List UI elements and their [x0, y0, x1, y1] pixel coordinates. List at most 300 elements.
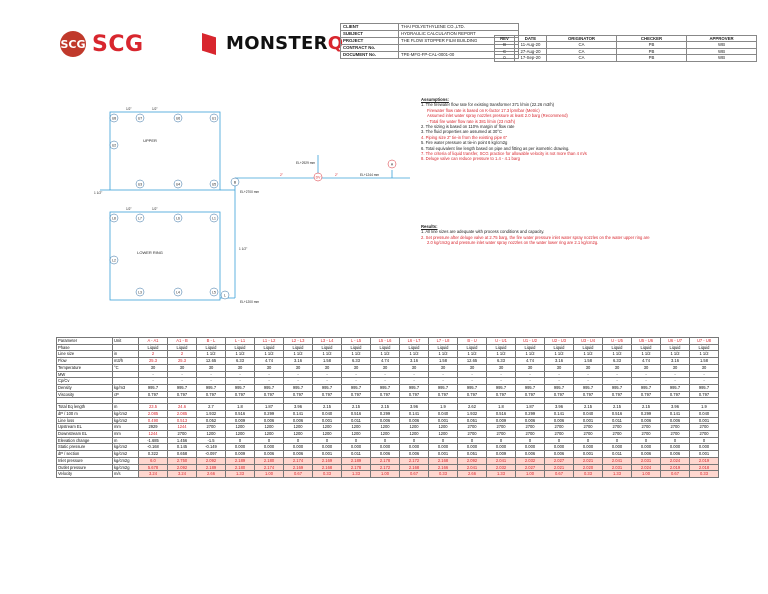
node-label-U6: U6 — [175, 116, 181, 121]
table-cell: 2700 — [574, 431, 603, 438]
table-cell: - — [545, 378, 574, 385]
elevation-label: EL+2700 mm — [240, 190, 260, 194]
table-row — [57, 351, 719, 358]
table-cell: - — [284, 378, 313, 385]
table-row — [57, 457, 719, 464]
monster-q-letter: Q — [327, 33, 344, 54]
table-cell: - — [197, 371, 226, 378]
table-cell: 1.9 — [690, 404, 719, 411]
table-header-cell: L - L5 — [342, 338, 371, 345]
table-cell: - — [255, 371, 284, 378]
table-cell: 995.7 — [197, 384, 226, 391]
table-cell: 0.006 — [400, 417, 429, 424]
table-cell: 0.299 — [632, 410, 661, 417]
table-cell: 1 1/2 — [429, 351, 458, 358]
table-cell: 0.006 — [284, 451, 313, 458]
table-cell: 0.797 — [371, 391, 400, 398]
revision-cell: 27-Aug-20 — [515, 48, 547, 54]
table-cell: - — [371, 371, 400, 378]
table-cell: 1.00 — [371, 471, 400, 478]
table-cell: - — [255, 378, 284, 385]
elevation-label: EL+1244 mm — [360, 173, 380, 177]
table-cell: 0.490 — [139, 417, 168, 424]
note-line: 1. All line sizes are adequate with process conditions and capacity. — [421, 229, 545, 235]
table-cell: 1.87 — [516, 404, 545, 411]
table-cell: 0.009 — [487, 417, 516, 424]
table-cell: - — [603, 378, 632, 385]
header-key: DOCUMENT No. — [341, 52, 399, 59]
table-cell: 1 1/2 — [516, 351, 545, 358]
table-cell: 1.33 — [603, 471, 632, 478]
revision-cell: WB — [687, 42, 757, 48]
table-cell: 2.180 — [255, 457, 284, 464]
table-cell: 2.021 — [545, 464, 574, 471]
table-cell: 995.7 — [487, 384, 516, 391]
table-cell: 2700 — [458, 424, 487, 431]
table-cell: 30 — [545, 364, 574, 371]
table-header-cell: L2 - L3 — [284, 338, 313, 345]
table-cell: 2700 — [632, 424, 661, 431]
header-row — [341, 24, 519, 31]
table-cell: - — [632, 378, 661, 385]
table-cell: Liquid — [545, 344, 574, 351]
table-cell: 2.041 — [487, 457, 516, 464]
table-cell: 0 — [226, 437, 255, 444]
table-cell: 1 1/2 — [197, 351, 226, 358]
table-cell: - — [226, 378, 255, 385]
table-cell: 1200 — [371, 431, 400, 438]
table-cell: 0.001 — [313, 451, 342, 458]
table-cell: 1.00 — [516, 471, 545, 478]
table-cell: 24.6 — [168, 404, 197, 411]
table-cell: 0.000 — [487, 444, 516, 451]
table-cell: 0.040 — [574, 410, 603, 417]
table-cell: 0.797 — [400, 391, 429, 398]
table-cell: - — [429, 378, 458, 385]
table-row — [57, 391, 719, 398]
monster-q-logo-icon — [202, 33, 216, 55]
table-cell: 1.932 — [197, 410, 226, 417]
table-cell: 1200 — [371, 424, 400, 431]
node-label-L5: L5 — [212, 290, 216, 295]
table-cell: 0.000 — [545, 444, 574, 451]
table-cell: 0.000 — [226, 444, 255, 451]
table-cell: 3.96 — [545, 404, 574, 411]
table-cell: 4.74 — [516, 358, 545, 365]
table-cell: 2.085 — [168, 410, 197, 417]
revision-cell: CA — [547, 42, 617, 48]
revision-row — [495, 55, 757, 61]
table-cell: - — [458, 378, 487, 385]
table-cell: 3.96 — [284, 404, 313, 411]
table-cell: 0.006 — [400, 451, 429, 458]
table-cell: 0.000 — [574, 444, 603, 451]
table-cell: 30 — [400, 364, 429, 371]
table-cell: 0.145 — [168, 444, 197, 451]
table-unit: °C — [113, 364, 139, 371]
table-cell: 0.001 — [313, 417, 342, 424]
node-label-U7: U7 — [137, 116, 143, 121]
header-key: PROJECT — [341, 38, 399, 45]
table-cell: 2.168 — [400, 464, 429, 471]
table-cell: 2700 — [545, 431, 574, 438]
table-header-cell: L1 - L2 — [255, 338, 284, 345]
table-cell: 0.658 — [168, 451, 197, 458]
table-cell: 0.797 — [487, 391, 516, 398]
table-parameter: Cp/Cv — [57, 378, 113, 385]
table-cell: 0.001 — [429, 451, 458, 458]
table-parameter: MW — [57, 371, 113, 378]
table-cell: 0.67 — [400, 471, 429, 478]
table-unit — [113, 378, 139, 385]
table-cell: 0.006 — [661, 451, 690, 458]
table-cell: 1200 — [226, 431, 255, 438]
table-cell: 2.019 — [661, 464, 690, 471]
revision-cell: PB — [617, 55, 687, 61]
table-cell: -1.5 — [197, 437, 226, 444]
node-label-U8: U8 — [111, 116, 117, 121]
table-cell: 0.000 — [661, 444, 690, 451]
table-cell: - — [168, 371, 197, 378]
table-cell: 0.797 — [313, 391, 342, 398]
table-cell: 0 — [516, 437, 545, 444]
revision-cell: CA — [547, 55, 617, 61]
table-cell: 0.797 — [342, 391, 371, 398]
revision-cell: PB — [617, 42, 687, 48]
table-cell: 0.051 — [458, 417, 487, 424]
table-cell: 1.00 — [632, 471, 661, 478]
table-cell: 0.797 — [516, 391, 545, 398]
table-cell: 2.66 — [197, 471, 226, 478]
table-cell: 2.15 — [632, 404, 661, 411]
table-row — [57, 384, 719, 391]
table-cell: - — [458, 371, 487, 378]
table-row — [57, 424, 719, 431]
table-cell: -0.168 — [139, 444, 168, 451]
table-cell: 0.000 — [690, 444, 719, 451]
table-cell: 2.019 — [690, 457, 719, 464]
table-cell: 0.040 — [429, 410, 458, 417]
header-row — [341, 52, 519, 59]
table-cell: 2.180 — [226, 464, 255, 471]
note-line: Firewater flow rate is based on K-factor 17.3 lpm/bar (Metric) — [427, 107, 540, 113]
header-key: CONTRACT No. — [341, 45, 399, 52]
header-value: THE FLOW STOPPER FILM BUILDING — [399, 38, 519, 45]
table-cell: Liquid — [487, 344, 516, 351]
table-cell: 1244 — [139, 431, 168, 438]
revision-cell: CA — [547, 48, 617, 54]
table-cell: 0.006 — [545, 451, 574, 458]
table-cell: 2700 — [690, 431, 719, 438]
node-label-U4: U4 — [175, 182, 181, 187]
table-cell: 2.172 — [400, 457, 429, 464]
table-cell: 1.456 — [168, 437, 197, 444]
table-cell: 0.009 — [226, 417, 255, 424]
table-unit: mm — [113, 424, 139, 431]
table-cell: 6.33 — [603, 358, 632, 365]
table-cell: 30 — [690, 364, 719, 371]
table-cell: 1.8 — [487, 404, 516, 411]
table-cell: 30 — [255, 364, 284, 371]
table-cell: - — [284, 371, 313, 378]
table-cell: 0.000 — [458, 444, 487, 451]
table-cell: 0.001 — [574, 451, 603, 458]
table-cell: 0 — [458, 437, 487, 444]
table-cell: 2700 — [197, 424, 226, 431]
pipe-size-label: 1 1/2" — [94, 191, 103, 195]
table-cell: 0.006 — [255, 451, 284, 458]
table-cell: 0.000 — [371, 444, 400, 451]
table-cell: - — [487, 371, 516, 378]
table-cell: 30 — [139, 364, 168, 371]
table-cell: 2.172 — [371, 464, 400, 471]
table-cell: 995.7 — [603, 384, 632, 391]
table-cell: 0.797 — [429, 391, 458, 398]
table-cell: - — [690, 371, 719, 378]
table-cell: 1.58 — [690, 358, 719, 365]
table-cell: 0 — [255, 437, 284, 444]
table-parameter: Elevation change — [57, 437, 113, 444]
table-cell: 0.67 — [661, 471, 690, 478]
table-cell: 1200 — [342, 424, 371, 431]
table-cell: 0.516 — [342, 410, 371, 417]
table-cell: Liquid — [284, 344, 313, 351]
table-cell: -0.149 — [197, 444, 226, 451]
table-cell: 2700 — [168, 431, 197, 438]
table-cell: 0.011 — [603, 451, 632, 458]
table-cell: 2.174 — [255, 464, 284, 471]
table-cell: Liquid — [197, 344, 226, 351]
table-cell: 0.797 — [545, 391, 574, 398]
table-cell: 1.58 — [313, 358, 342, 365]
document-header-table — [340, 23, 519, 59]
table-header-cell: L6 - L7 — [400, 338, 429, 345]
table-cell: 2.092 — [168, 464, 197, 471]
table-cell: 0.516 — [226, 410, 255, 417]
upper-ring-label: UPPER — [143, 138, 157, 143]
table-cell: 0.006 — [632, 417, 661, 424]
table-header-cell: L - L1 — [226, 338, 255, 345]
table-cell: Liquid — [400, 344, 429, 351]
table-cell: 0.516 — [487, 410, 516, 417]
table-cell: 2.7 — [197, 404, 226, 411]
table-cell: 0.000 — [313, 444, 342, 451]
header-value: HYDRAULIC CALCULATION REPORT — [399, 31, 519, 38]
table-cell: 25.3 — [139, 358, 168, 365]
table-cell: 995.7 — [139, 384, 168, 391]
table-cell: 30 — [197, 364, 226, 371]
table-cell: 2700 — [545, 424, 574, 431]
node-label-L: L — [224, 293, 226, 298]
table-cell: Liquid — [516, 344, 545, 351]
table-header-cell: U1 - U2 — [516, 338, 545, 345]
table-cell: 0.322 — [139, 451, 168, 458]
lower-ring-pipe — [110, 212, 220, 300]
node-label-L4: L4 — [176, 290, 180, 295]
table-cell: 6.0 — [139, 457, 168, 464]
table-cell: 2700 — [574, 424, 603, 431]
node-label-L6: L6 — [176, 216, 180, 221]
table-cell: 0.006 — [545, 417, 574, 424]
revision-header-cell: REV — [495, 36, 515, 42]
results-title: Results: — [421, 224, 438, 229]
monster-q-logo-text — [226, 33, 343, 54]
table-cell: 2 — [139, 351, 168, 358]
table-row — [57, 358, 719, 365]
table-cell: 0.513 — [168, 417, 197, 424]
table-cell: 1.8 — [226, 404, 255, 411]
table-cell: 0.006 — [632, 451, 661, 458]
table-parameter: Flow — [57, 358, 113, 365]
table-cell: - — [429, 371, 458, 378]
assumptions-title: Assumptions: — [421, 97, 449, 102]
table-cell: 0.797 — [255, 391, 284, 398]
table-cell: 12.65 — [197, 358, 226, 365]
note-line: 8. Deluge valve can reduce pressure to 1.4 - 4.1 barg — [421, 156, 520, 162]
table-cell: 0 — [690, 437, 719, 444]
elevation-label: EL+1200 mm — [240, 300, 260, 304]
table-cell: 1 1/2 — [313, 351, 342, 358]
table-cell: 0 — [574, 437, 603, 444]
table-cell: 0 — [429, 437, 458, 444]
table-cell: 1244 — [168, 424, 197, 431]
table-cell: 30 — [429, 364, 458, 371]
deluge-valve-tag: DV — [315, 175, 321, 180]
table-header-cell: B - L — [197, 338, 226, 345]
table-cell: 0.001 — [429, 417, 458, 424]
table-cell: 2.189 — [226, 457, 255, 464]
table-cell: 2 — [168, 351, 197, 358]
table-cell: 2.178 — [342, 464, 371, 471]
table-cell: 2.032 — [487, 464, 516, 471]
table-cell: 2.041 — [603, 457, 632, 464]
table-cell: 2700 — [661, 431, 690, 438]
table-cell: - — [226, 371, 255, 378]
table-cell: 3.16 — [284, 358, 313, 365]
table-cell: 0.797 — [661, 391, 690, 398]
table-cell: Liquid — [313, 344, 342, 351]
table-parameter: Temperature — [57, 364, 113, 371]
table-cell: 1 1/2 — [545, 351, 574, 358]
table-header-cell: U7 - U8 — [690, 338, 719, 345]
table-cell: Liquid — [690, 344, 719, 351]
table-cell: 2.024 — [661, 457, 690, 464]
table-cell: 0.000 — [516, 444, 545, 451]
table-cell: 1200 — [197, 431, 226, 438]
table-header-cell: L5 - L6 — [371, 338, 400, 345]
table-cell: 30 — [313, 364, 342, 371]
revision-header-cell: DATE — [515, 36, 547, 42]
node-label-L8: L8 — [112, 216, 116, 221]
table-cell: 2700 — [632, 431, 661, 438]
table-cell: 1200 — [226, 424, 255, 431]
table-cell: 2.66 — [458, 471, 487, 478]
table-cell: 995.7 — [458, 384, 487, 391]
table-cell: 4.74 — [255, 358, 284, 365]
pipe-size-label: 2" — [335, 173, 338, 177]
table-cell: 2.031 — [603, 464, 632, 471]
table-cell: 0 — [284, 437, 313, 444]
table-cell: 1 1/2 — [661, 351, 690, 358]
table-cell: 6.33 — [226, 358, 255, 365]
table-cell: 1.9 — [429, 404, 458, 411]
table-cell: Liquid — [661, 344, 690, 351]
results-notes — [421, 224, 721, 246]
table-cell: 0.797 — [197, 391, 226, 398]
table-cell: 6.33 — [342, 358, 371, 365]
node-label-A: A — [390, 162, 394, 167]
table-cell: Liquid — [574, 344, 603, 351]
table-cell: 30 — [342, 364, 371, 371]
revision-header-cell: ORIGINATOR — [547, 36, 617, 42]
table-cell: 2.174 — [284, 457, 313, 464]
revision-header-cell: APPROVER — [687, 36, 757, 42]
table-cell: 0.141 — [545, 410, 574, 417]
table-header-cell: L3 - L4 — [313, 338, 342, 345]
table-row — [57, 378, 719, 385]
table-cell: 2700 — [458, 431, 487, 438]
table-cell: 0.797 — [284, 391, 313, 398]
node-label-L1: L1 — [212, 216, 216, 221]
table-cell: 0.797 — [632, 391, 661, 398]
revision-header-cell: CHECKER — [617, 36, 687, 42]
table-header-cell: U6 - U7 — [661, 338, 690, 345]
table-cell: 0.000 — [342, 444, 371, 451]
table-cell: 2.62 — [458, 404, 487, 411]
revision-table — [494, 35, 757, 62]
header-value: TPE-MFG-FP-CAL-0001-00 — [399, 52, 519, 59]
table-cell: 2.027 — [516, 464, 545, 471]
table-cell: 1 1/2 — [284, 351, 313, 358]
table-cell: 0.040 — [690, 410, 719, 417]
table-cell: 2.031 — [632, 457, 661, 464]
note-line: 6. Total equivalent line length based on pipe and fitting as per isometric drawing. — [421, 145, 570, 151]
revision-cell: C — [495, 48, 515, 54]
table-cell: 2700 — [603, 431, 632, 438]
table-cell: 1 1/2 — [458, 351, 487, 358]
table-cell: 0.797 — [168, 391, 197, 398]
header-key: CLIENT — [341, 24, 399, 31]
pipe-size-label: 1/2" — [152, 207, 158, 211]
table-cell: 995.7 — [255, 384, 284, 391]
table-cell: 3.96 — [400, 404, 429, 411]
table-cell: 2700 — [603, 424, 632, 431]
table-cell: 2.169 — [284, 464, 313, 471]
table-cell: 0.000 — [632, 444, 661, 451]
table-cell: 2.15 — [371, 404, 400, 411]
table-cell: Liquid — [458, 344, 487, 351]
table-cell: 0.797 — [139, 391, 168, 398]
table-cell: 0.33 — [690, 471, 719, 478]
node-label-L2: L2 — [112, 258, 116, 263]
table-cell: 995.7 — [168, 384, 197, 391]
table-cell: 0.516 — [603, 410, 632, 417]
table-unit: kg/cm2 — [113, 410, 139, 417]
table-cell: Liquid — [226, 344, 255, 351]
revision-cell: B — [495, 42, 515, 48]
table-parameter: Total Eq length — [57, 404, 113, 411]
table-cell: - — [661, 378, 690, 385]
hydraulic-calculation-table — [56, 337, 719, 478]
table-cell: 1200 — [429, 424, 458, 431]
table-cell: 3.16 — [661, 358, 690, 365]
table-cell: 0 — [661, 437, 690, 444]
table-cell: 1.932 — [458, 410, 487, 417]
table-parameter: Density — [57, 384, 113, 391]
table-cell: 0.006 — [371, 451, 400, 458]
table-parameter: Velocity — [57, 471, 113, 478]
table-cell: - — [313, 371, 342, 378]
